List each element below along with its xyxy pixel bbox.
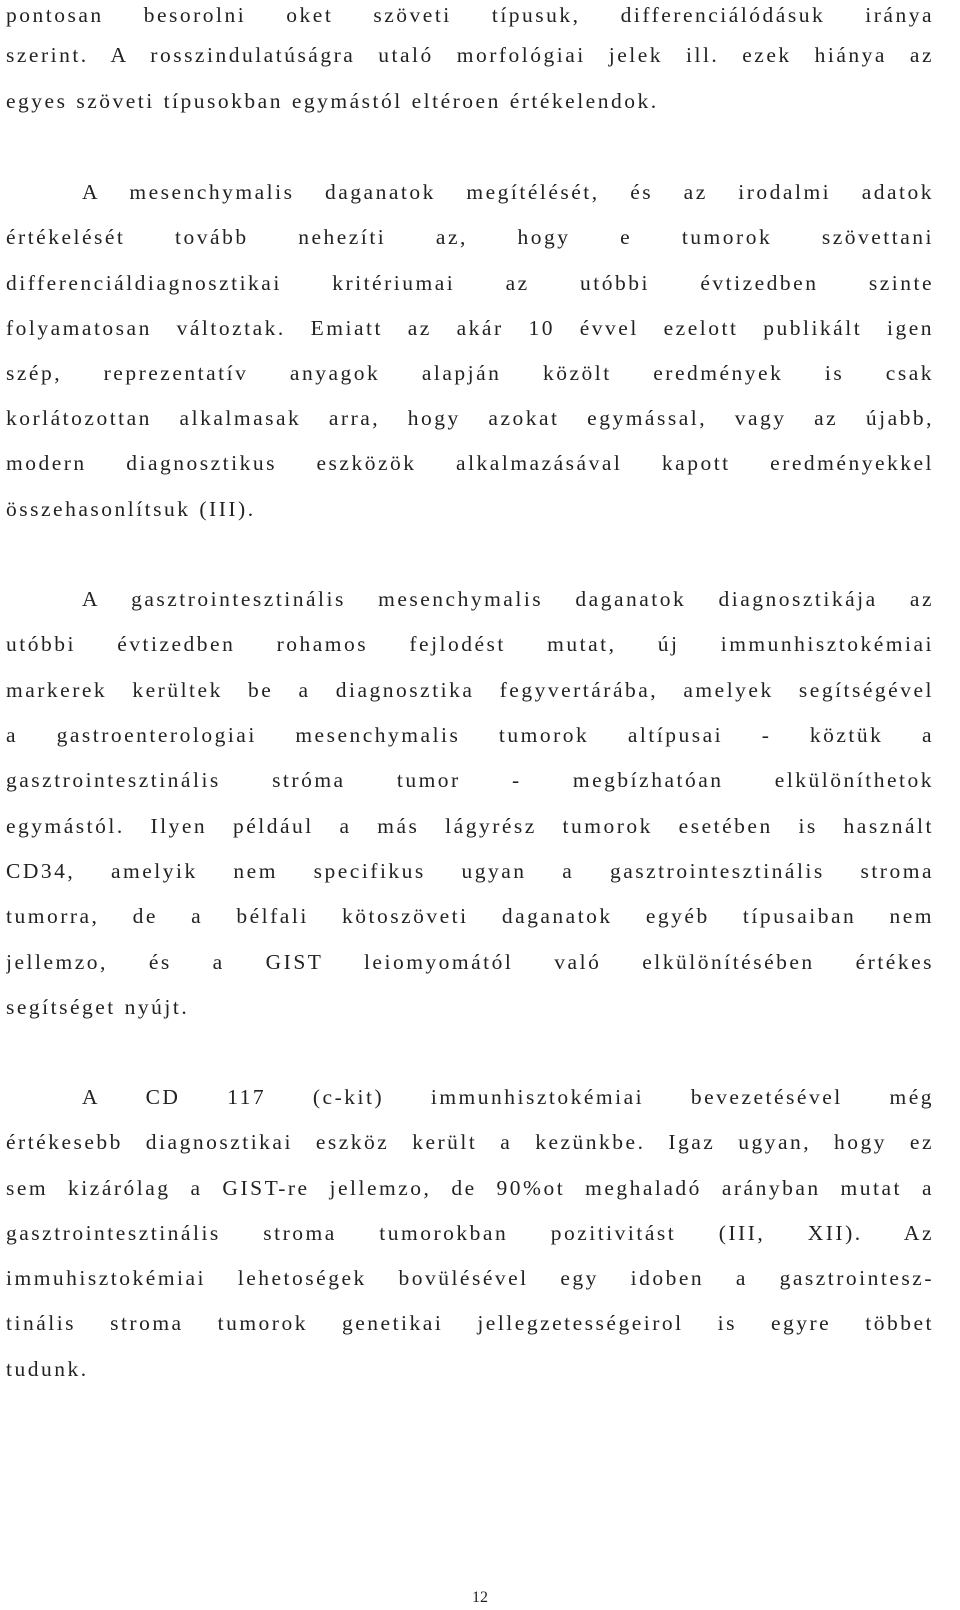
- paragraph-line: tumorra, de a bélfali kötoszöveti daganatok egyéb típusaiban nem: [6, 904, 934, 928]
- paragraph-line: sem kizárólag a GIST-re jellemzo, de 90%ot meghaladó arányban mutat a: [6, 1176, 934, 1200]
- paragraph-line: segítséget nyújt.: [6, 995, 190, 1019]
- paragraph-line: A gasztrointesztinális mesenchymalis daganatok diagnosztikája az: [82, 587, 934, 611]
- paragraph-line: értékelését tovább nehezíti az, hogy e tumorok szövettani: [6, 225, 934, 249]
- paragraph-line: A mesenchymalis daganatok megítélését, és az irodalmi adatok: [82, 180, 934, 204]
- paragraph-line: folyamatosan változtak. Emiatt az akár 10 évvel ezelott publikált igen: [6, 316, 934, 340]
- paragraph-line: CD34, amelyik nem specifikus ugyan a gasztrointesztinális stroma: [6, 859, 934, 883]
- paragraph-line: korlátozottan alkalmasak arra, hogy azokat egymással, vagy az újabb,: [6, 406, 934, 430]
- paragraph-line: a gastroenterologiai mesenchymalis tumorok altípusai - köztük a: [6, 723, 934, 747]
- paragraph-line: egymástól. Ilyen például a más lágyrész tumorok esetében is használt: [6, 814, 934, 838]
- paragraph-line: modern diagnosztikus eszközök alkalmazásával kapott eredményekkel: [6, 451, 934, 475]
- paragraph-line: tinális stroma tumorok genetikai jellegzetességeirol is egyre többet: [6, 1311, 934, 1335]
- paragraph-line: markerek kerültek be a diagnosztika fegyvertárába, amelyek segítségével: [6, 678, 934, 702]
- paragraph-line: differenciáldiagnosztikai kritériumai az utóbbi évtizedben szinte: [6, 271, 934, 295]
- paragraph-line: összehasonlítsuk (III).: [6, 497, 256, 521]
- paragraph-line: gasztrointesztinális stroma tumorokban pozitivitást (III, XII). Az: [6, 1221, 934, 1245]
- paragraph-line: jellemzo, és a GIST leiomyomától való elkülönítésében értékes: [6, 950, 934, 974]
- paragraph-line: tudunk.: [6, 1357, 89, 1381]
- paragraph-line: szerint. A rosszindulatúságra utaló morfológiai jelek ill. ezek hiánya az: [6, 43, 934, 67]
- paragraph-line: utóbbi évtizedben rohamos fejlodést mutat, új immunhisztokémiai: [6, 632, 934, 656]
- paragraph-line: immuhisztokémiai lehetoségek bovülésével egy idoben a gasztrointesz-: [6, 1266, 934, 1290]
- paragraph-line: gasztrointesztinális stróma tumor - megbízhatóan elkülöníthetok: [6, 768, 934, 792]
- paragraph-line: szép, reprezentatív anyagok alapján közölt eredmények is csak: [6, 361, 934, 385]
- paragraph-line: pontosan besorolni oket szöveti típusuk, differenciálódásuk iránya: [6, 3, 934, 27]
- page-number: 12: [472, 1589, 488, 1606]
- paragraph-line: A CD 117 (c-kit) immunhisztokémiai bevezetésével még: [82, 1085, 934, 1109]
- paragraph-line: egyes szöveti típusokban egymástól eltéroen értékelendok.: [6, 89, 659, 113]
- paragraph-line: értékesebb diagnosztikai eszköz került a kezünkbe. Igaz ugyan, hogy ez: [6, 1130, 934, 1154]
